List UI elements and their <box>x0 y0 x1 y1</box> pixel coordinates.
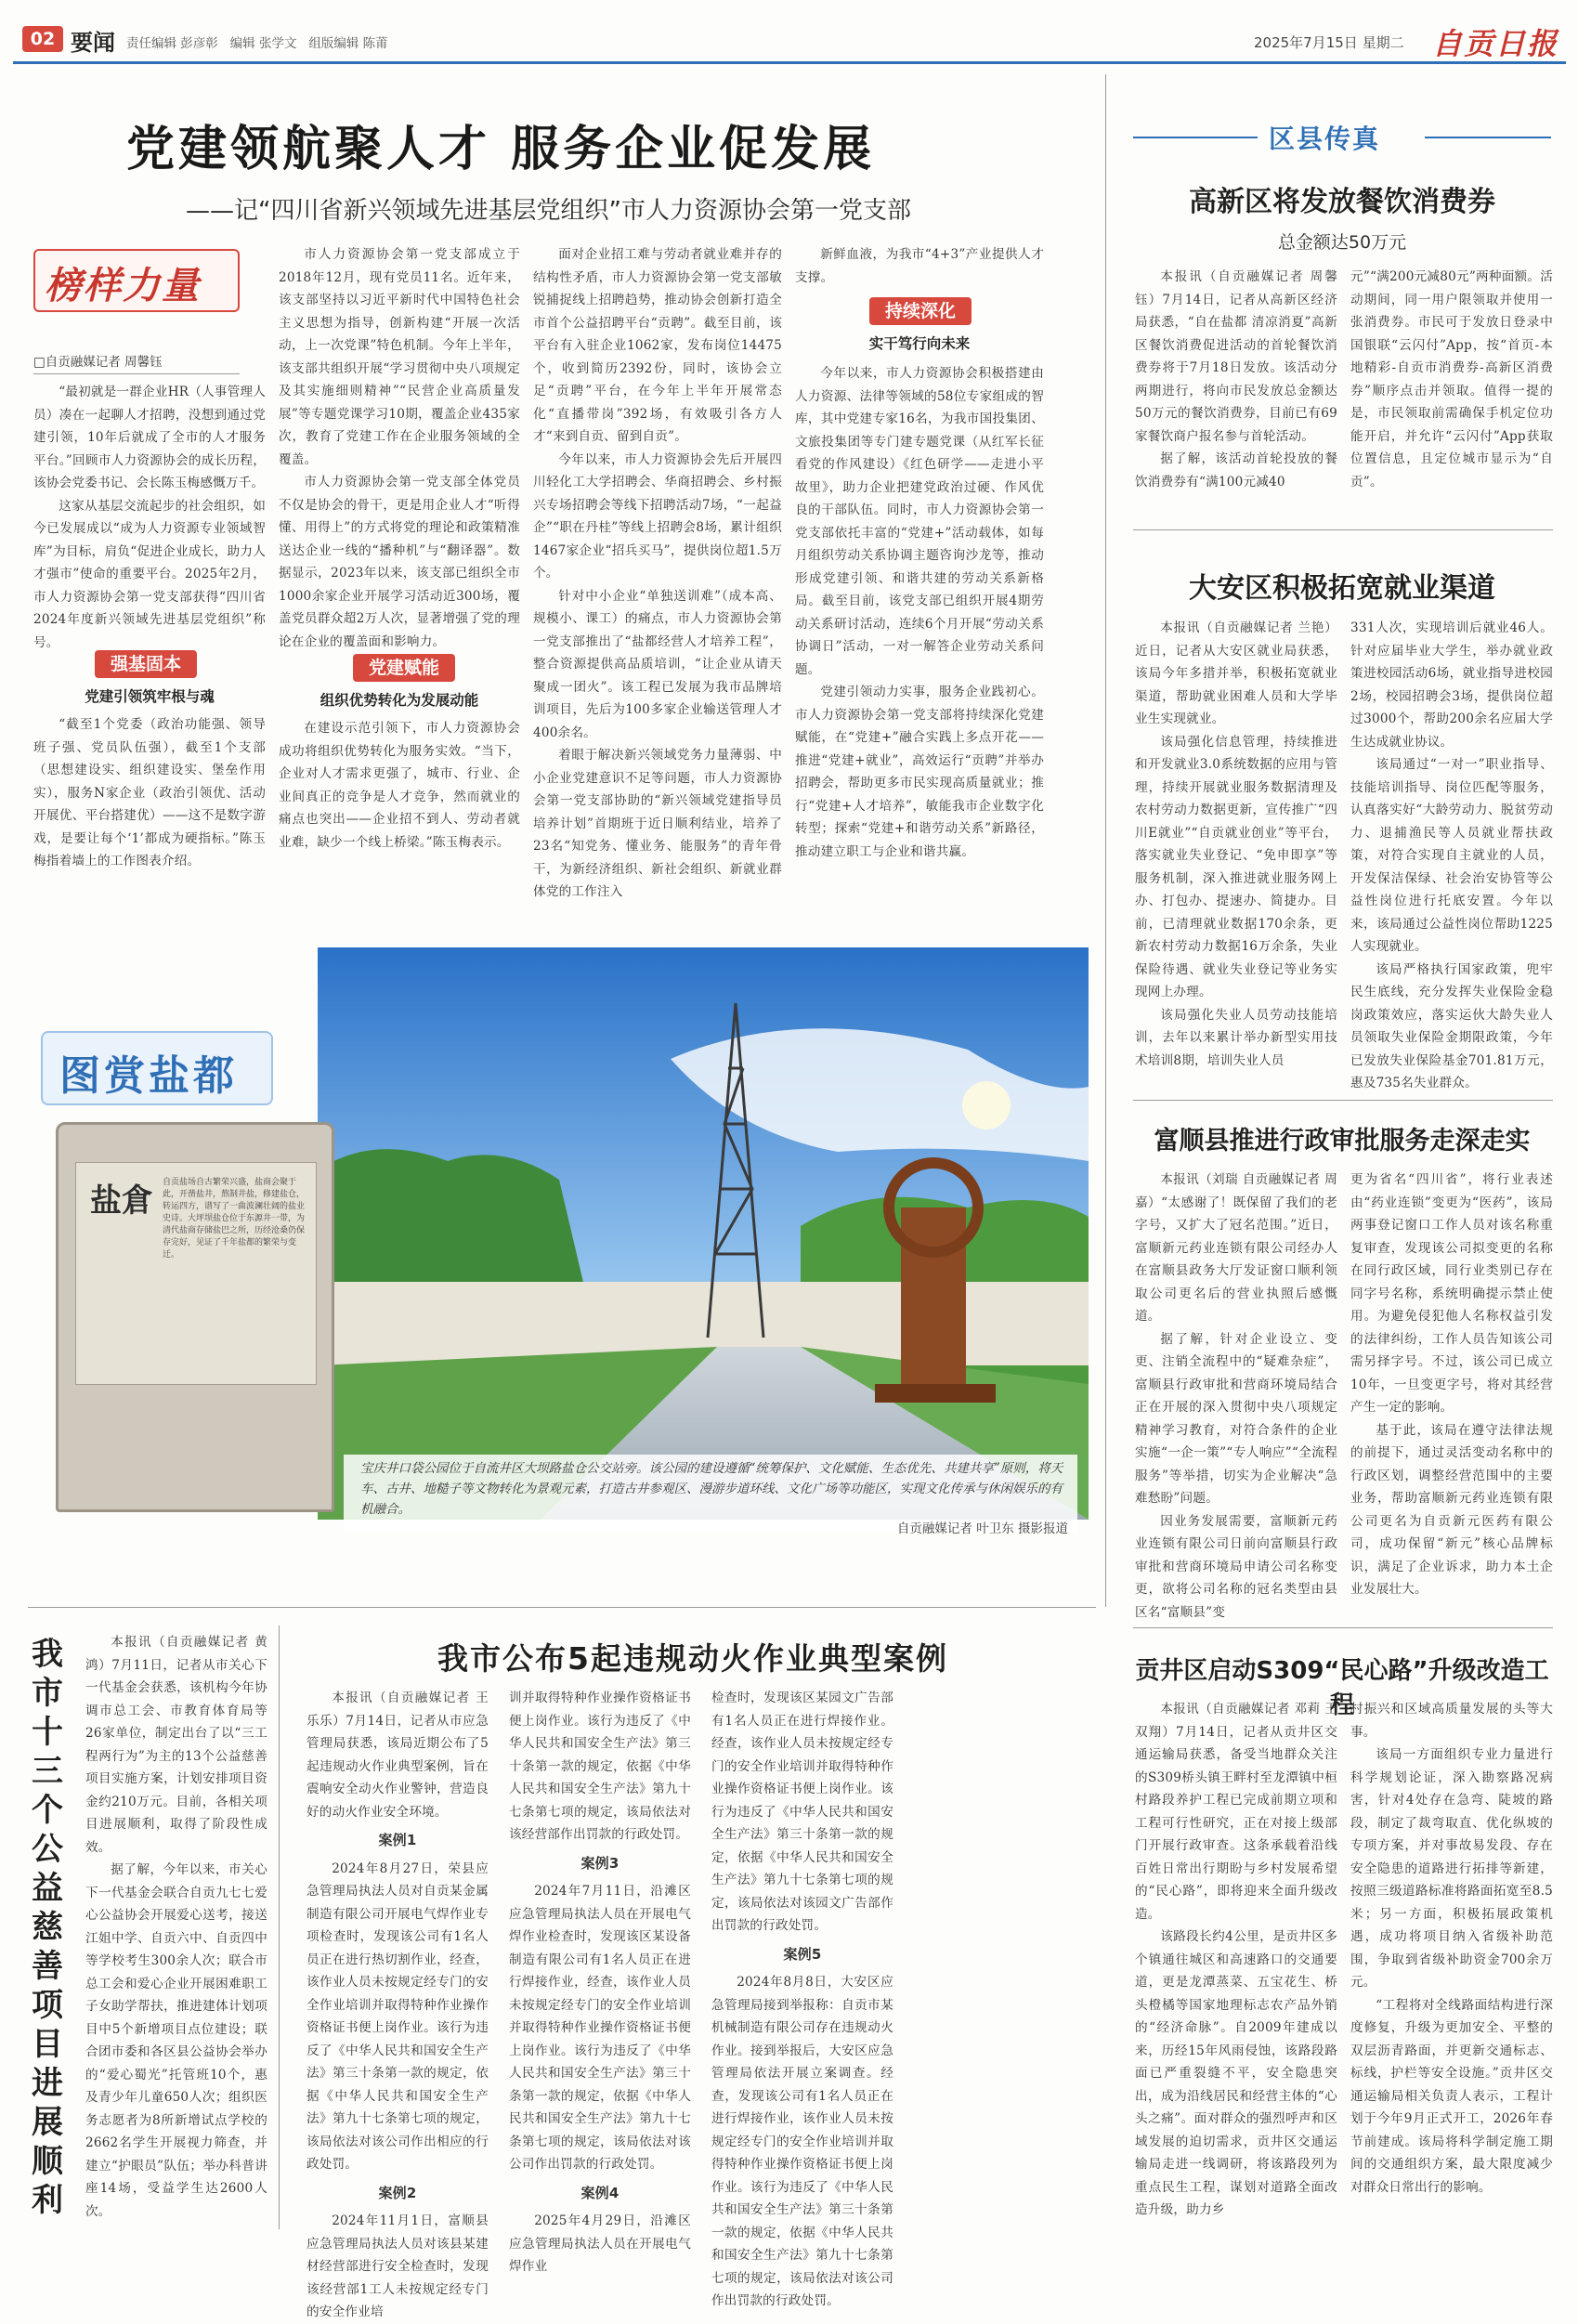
paragraph: 本报讯（自贡融媒记者 兰艳）近日，记者从大安区就业局获悉，该局今年多措并举，积极拓宽就业渠道，帮助就业困难人员和大学毕业生实现就业。 <box>1135 620 1337 726</box>
fushun-column-b <box>1350 1169 1553 1601</box>
paragraph: 在建设示范引领下，市人力资源协会成功将组织优势转化为服务实效。“当下，企业对人才需求更强了，城市、行业、企业间真正的竞争是人才竞争，然而就业的痛点也突出——企业招不到人、劳动者就业难，缺少一个线上桥梁。”陈玉梅表示。 <box>279 721 520 850</box>
paragraph: 更为省名“四川省”，将行业表述由“药业连锁”变更为“医药”，该局两事登记窗口工作人员对该名称重复审查，发现该公司拟变更的名称在同行政区域，同行业类别已存在同字号名称，系统明确提示禁止使用。为避免侵犯他人名称权益引发的法律纠纷，工作人员告知该公司需另择字号。不过，该公司已成立10年，一旦变更字号，将对其经营产生一定的影响。 <box>1350 1172 1553 1415</box>
article-divider <box>1133 1627 1553 1628</box>
case-heading: 案例5 <box>783 1945 822 1963</box>
lead-subtitle: ——记“四川省新兴领域先进基层党组织”市人力资源协会第一党支部 <box>186 197 911 225</box>
fushun-title: 富顺县推进行政审批服务走深走实 <box>1154 1127 1531 1155</box>
fire-column-c <box>711 1687 893 2313</box>
paragraph: 2024年8月8日，大安区应急管理局接到举报称：自贡市某机械制造有限公司存在违规动火作业。接到举报后，大安区应急管理局依法开展立案调查。经查，发现该公司有1名人员正在进行焊接作业，该作业人员未按规定经专门的安全作业培训并取得特种作业操作资格证书便上岗作业。该行为违反了《中华人民共和国安全生产法》第三十条第一款的规定，依据《中华人民共和国安全生产法》第九十七条第七项的规定，该局依法对该公司作出罚款的行政处罚。 <box>711 1975 893 2308</box>
daan-column-b <box>1350 617 1553 1095</box>
column-divider <box>279 1625 280 2229</box>
paragraph: 训并取得特种作业操作资格证书便上岗作业。该行为违反了《中华人民共和国安全生产法》第三十条第一款的规定，依据《中华人民共和国安全生产法》第九十七条第七项的规定，该局依法对该经营部作出罚款的行政处罚。 <box>509 1691 691 1842</box>
paragraph: “截至1个党委（政治功能强、领导班子强、党员队伍强），截至1个支部（思想建设实、组织建设实、堡垒作用实），服务N家企业（政治引领优、活动开展优、平台搭建优）——这不是数字游戏，是要让每个‘1’都成为硬指标。”陈玉梅指着墙上的工作图表介绍。 <box>33 717 266 868</box>
paragraph: 着眼于解决新兴领域党务力量薄弱、中小企业党建意识不足等问题，市人力资源协会第一党支部协助的“新兴领域党建指导员培养计划”首期班于近日顺利结业，培养了23名“知党务、懂业务、能服务”的青年骨干，为新经济组织、新社会组织、新就业群体党的工作注入 <box>533 748 782 899</box>
masthead-logo: 自贡日报 <box>1432 26 1559 61</box>
paragraph: 今年以来，市人力资源协会积极搭建由人力资源、法律等领域的58位专家组成的智库，其中党建专家16名，为我市国投集团、文旅投集团等专门建专题党课（从红军长征看党的作风建设）《红色研学——走进小平故里》，助力企业把建党政治过硬、作风优良的干部队伍。同时，市人力资源协会第一党支部依托丰富的“党建+”活动载体，如每月组织劳动关系协调主题咨询沙龙等，推动形成党建引领、和谐共建的劳动关系新格局。截至目前，该党支部已组织开展4期劳动关系研讨活动，连续6个月开展“劳动关系协调日”活动，一对一解答企业劳动关系问题。 <box>795 366 1044 677</box>
page-number: 02 <box>30 29 56 49</box>
fushun-column-a <box>1135 1169 1337 1624</box>
paragraph: 该局强化信息管理，持续推进和开发就业3.0系统数据的应用与管理，持续开展就业服务数据清理及农村劳动力数据更新，宣传推广“四川E就业”“自贡就业创业”等平台，落实就业失业登记、“免申即享”等服务机制，深入推进就业服务网上办、打包办、提速办、简捷办。目前，已清理就业数据170余条，更新农村劳动力数据16万余条，失业保险待遇、就业失业登记等业务实现网上办理。 <box>1135 734 1337 999</box>
photo-caption: 宝庆井口袋公园位于自流井区大坝路盐仓公交站旁。该公园的建设遵循“统筹保护、文化赋能、生态优先、共建共享”原则，将天车、古井、地糙子等文物转化为景观元素，打造古井参观区、漫游步道环线、文化广场等功能区，实现文化传承与休闲娱乐的有机融合。 <box>360 1461 1063 1517</box>
column-divider <box>1105 74 1106 1607</box>
paragraph: 2024年8月27日，荣县应急管理局执法人员对自贡某金属制造有限公司开展电气焊作业专项检查时，发现该公司有1名人员正在进行热切割作业，经查，该作业人员未按规定经专门的安全作业培训并取得特种作业操作资格证书便上岗作业。该行为违反了《中华人民共和国安全生产法》第三十条第一款的规定，依据《中华人民共和国安全生产法》第九十七条第七项的规定，该局依法对该公司作出相应的行政处罚。 <box>306 1861 489 2172</box>
section-banner-text: 区县传真 <box>1269 124 1381 154</box>
paragraph: “工程将对全线路面结构进行深度修复，升级为更加安全、平整的双层沥青路面，并更新交通标志、标线，护栏等安全设施。”贡井区交通运输局相关负责人表示，工程计划于今年9月正式开工，2026年春节前建成。该局将科学制定施工期间的交通组织方案，最大限度减少对群众日常出行的影响。 <box>1350 1997 1553 2195</box>
stele-title: 盐倉 <box>90 1182 153 1220</box>
paragraph: 该局通过“一对一”职业指导、技能培训指导、岗位匹配等服务，认真落实好“大龄劳动力、脱贫劳动力、退捕渔民等人员就业帮扶政策，对符合实现自主就业的人员，开发保洁保绿、社会治安协管等公益性岗位进行托底安置。今年以来，该局通过公益性岗位帮助1225人实现就业。 <box>1350 757 1553 954</box>
lead-column-3 <box>533 243 782 904</box>
paragraph: “最初就是一群企业HR（人事管理人员）凑在一起聊人才招聘，没想到通过党建引领，10年后就成了全市的人才服务平台。”回顾市人力资源协会的成长历程，该协会党委书记、会长陈玉梅感慨万千。 <box>33 385 266 490</box>
fire-column-b <box>509 1687 691 2278</box>
paragraph: 村振兴和区域高质量发展的头等大事。 <box>1350 1702 1553 1740</box>
paragraph: 针对中小企业“单独送训难”（成本高、规模小、课工）的痛点，市人力资源协会第一党支部推出了“盐都经营人才培养工程”，整合资源提供高品质培训，“让企业从请天聚成一团火”。该工程已发展为我市品牌培训项目，先后为100多家企业输送管理人才400余名。 <box>533 588 782 740</box>
case-heading: 案例3 <box>580 1854 619 1872</box>
paragraph: 据了解，该活动首轮投放的餐饮消费券有“满100元减40 <box>1135 451 1337 490</box>
fire-column-a <box>306 1687 489 2324</box>
paragraph: 元”“满200元减80元”两种面额。活动期间，同一用户限领取并使用一张消费券。市民可于发放日登录中国银联“云闪付”App，按“首页-本地精彩-自贡市消费券-高新区消费券”顺序点击并领取。值得一提的是，市民领取前需确保手机定位功能开启，并允许“云闪付”App获取位置信息，且定位城市显示为“自贡”。 <box>1350 269 1553 490</box>
charity-column <box>85 1631 267 2223</box>
section-divider <box>28 1607 1096 1608</box>
photo-section <box>28 947 1096 1536</box>
paragraph: 新鲜血液，为我市“4+3”产业提供人才支撑。 <box>795 247 1044 285</box>
charity-vertical-title: 我市十三个公益慈善项目进展顺利 <box>32 1636 63 2219</box>
case-heading: 案例2 <box>378 2184 417 2201</box>
stele-text: 自贡盐场自古繁荣兴盛，盐商会聚于此，开凿盐井，熬制井盐，修建盐仓，转运四方，谱写了一曲波澜壮阔的盐业史诗。大坪坝盐仓位于东源井一带，为清代盐商存储盐巴之所，历经沧桑仍保存完好，见证了千年盐都的繁荣与变迁。 <box>163 1178 306 1260</box>
paragraph: 本报讯（自贡融媒记者 周馨钰）7月14日，记者从高新区经济局获悉，“自在盐都 清凉消夏”高新区餐饮消费促进活动的首轮餐饮消费券将于7月18日发放。该活动分两期进行，将向市民发放总金额达50万元的餐饮消费券，目前已有69家餐饮商户报名参与首轮活动。 <box>1135 269 1337 444</box>
subhead-1: 党建引领筑牢根与魂 <box>85 688 215 705</box>
gaoxin-column-a <box>1135 266 1337 493</box>
subhead-tag-1: 强基固本 <box>95 650 197 678</box>
sun-glare <box>962 1081 1011 1129</box>
paragraph: 该局强化失业人员劳动技能培训，去年以来累计举办新型实用技术培训8期，培训失业人员 <box>1135 1007 1337 1068</box>
lead-column-2b <box>279 717 520 854</box>
gongjing-column-b <box>1350 1698 1553 2199</box>
byline-rule <box>33 373 240 374</box>
page-header <box>13 24 1566 61</box>
subhead-tag-3: 持续深化 <box>869 297 972 325</box>
gaoxin-column-b <box>1350 266 1553 493</box>
paragraph: 331人次，实现培训后就业46人。针对应届毕业大学生，举办就业政策进校园活动6场，就业指导进校园2场，校园招聘会3场，提供岗位超过3000个，帮助200余名应届大学生达成就业协议。 <box>1350 620 1553 750</box>
paragraph: 因业务发展需要，富顺新元药业连锁有限公司日前向富顺县行政审批和营商环境局申请公司名称变更，欲将公司名称的冠名类型由县区名“富顺县”变 <box>1135 1513 1337 1620</box>
lead-column-4b <box>795 362 1044 863</box>
paragraph: 据了解，针对企业设立、变更、注销全流程中的“疑难杂症”，富顺县行政审批和营商环境局结合正在开展的深入贯彻中央八项规定精神学习教育，对符合条件的企业实施“一企一策”“专人响应”“全流程服务”等举措，切实为企业解决“急难愁盼”问题。 <box>1135 1331 1337 1506</box>
stele <box>56 1122 334 1512</box>
issue-date: 2025年7月15日 星期二 <box>1254 34 1404 51</box>
gongjing-title: 贡井区启动S309“民心路”升级改造工程 <box>1135 1657 1549 1719</box>
paragraph: 该局严格执行国家政策，兜牢民生底线，充分发挥失业保险金稳岗政策效应，落实运伙大龄失业人员领取失业保险金期限政策，今年已发放失业保险基金701.81万元，惠及735名失业群众。 <box>1350 961 1553 1090</box>
paragraph: 这家从基层交流起步的社会组织，如今已发展成以“成为人力资源专业领域智库”为目标，肩负“促进企业成长，助力人才强市”使命的重要平台。2025年2月，市人力资源协会第一党支部获得“四川省2024年度新兴领域先进基层党组织”称号。 <box>33 498 266 650</box>
lead-column-1b <box>33 713 266 873</box>
paragraph: 本报讯（自贡融媒记者 王乐乐）7月14日，记者从市应急管理局获悉，该局近期公布了5起违规动火作业典型案例，旨在震响安全动火作业警钟，营造良好的动火作业安全环境。 <box>306 1691 489 1820</box>
section-name: 要闻 <box>71 30 115 56</box>
subhead-tag-2: 党建赋能 <box>353 654 455 682</box>
lead-column-1a <box>33 381 266 654</box>
lead-column-2a <box>279 243 520 653</box>
article-divider <box>1133 529 1553 530</box>
byline: □自贡融媒记者 周馨钰 <box>33 355 163 370</box>
photo-banner-box <box>41 1031 273 1105</box>
paragraph: 本报讯（自贡融媒记者 黄鸿）7月11日，记者从市关心下一代基金会获悉，该机构今年协调市总工会、市教育体育局等26家单位，制定出台了以“三工程两行为”为主的13个公益慈善项目实施方案，计划安排项目资金约210万元。目前，各相关项目进展顺利，取得了阶段性成效。 <box>85 1635 267 1855</box>
fire-title: 我市公布5起违规动火作业典型案例 <box>437 1640 948 1677</box>
paragraph: 据了解，今年以来，市关心下一代基金会联合自贡九七七爱心公益协会开展爱心送考，接送江姐中学、自贡六中、自贡四中等学校考生300余人次；联合市总工会和爱心企业开展困难职工子女助学帮扶，推进建体计划项目中5个新增项目点位建设；联合团市委和各区县公益协会举办的“爱心蜀光”托管班10个，惠及青少年儿童650人次；组织医务志愿者为8所新增试点学校的2662名学生开展视力筛查，并建立“护眼员”队伍；举办科普讲座14场，受益学生达2600人次。 <box>85 1862 267 2219</box>
editor-credits: 责任编辑 彭彦彰 编辑 张学文 组版编辑 陈莆 <box>126 36 388 51</box>
case-heading: 案例4 <box>580 2184 619 2201</box>
paragraph: 市人力资源协会第一党支部成立于2018年12月，现有党员11名。近年来，该支部坚持以习近平新时代中国特色社会主义思想为指导，创新构建“开展一次活动，上一次党课”特色机制。今年上半年，该支部共组织开展“学习贯彻中央八项规定及其实施细则精神”“民营企业高质量发展”等专题党课学习10期，覆盖企业435家次，教育了党建工作在企业服务领域的全覆盖。 <box>279 247 520 467</box>
daan-column-a <box>1135 617 1337 1072</box>
gongjing-column-a <box>1135 1698 1337 2222</box>
gaoxin-title: 高新区将发放餐饮消费券 <box>1189 186 1495 218</box>
lead-column-4a <box>795 243 1044 289</box>
photo-banner-text: 图赏盐都 <box>59 1052 238 1100</box>
park-photo <box>318 947 1089 1520</box>
column-logo-text: 榜样力量 <box>45 264 201 307</box>
paragraph: 2024年11月1日，富顺县应急管理局执法人员对该县某建材经营部进行安全检查时，发现该经营部1工人未按规定经专门的安全作业培 <box>306 2213 489 2319</box>
paragraph: 检查时，发现该区某园文广告部有1名人员正在进行焊接作业。经查，该作业人员未按规定经专门的安全作业培训并取得特种作业操作资格证书便上岗作业。该行为违反了《中华人民共和国安全生产法》第三十条第一款的规定，依据《中华人民共和国安全生产法》第九十七条第七项的规定，该局依法对该园文广告部作出罚款的行政处罚。 <box>711 1691 893 1933</box>
article-divider <box>1133 1100 1553 1101</box>
subhead-2: 组织优势转化为发展动能 <box>320 692 479 709</box>
paragraph: 市人力资源协会第一党支部全体党员不仅是协会的骨干，更是用企业人才“听得懂、用得上”的方式将党的理论和政策精准送达企业一线的“播种机”与“翻译器”。数据显示，2023年以来，该支部已组织全市1000余家企业开展学习活动近300场，覆盖党员群众超2万人次，显著增强了党的理论在企业的覆盖面和影响力。 <box>279 475 520 649</box>
paragraph: 党建引领动力实事，服务企业践初心。市人力资源协会第一党支部将持续深化党建赋能，在“党建+”融合实践上多点开花——推进“党建+就业”，高效运行“贡聘”并举办招聘会，帮助更多市民实现高质量就业；推行“党建+人才培养”，敏能我市企业数字化转型；探索“党建+和谐劳动关系”新路径，推动建立职工与企业和谐共赢。 <box>795 685 1044 859</box>
paragraph: 本报讯（自贡融媒记者 邓莉 王双翔）7月14日，记者从贡井区交通运输局获悉，备受当地群众关注的S309桥头镇王畔村至龙潭镇中桓村路段养护工程已完成前期立项和工程可行性研究，正在对接上级部门开展行政审查。这条承载着沿线百姓日常出行期盼与乡村发展希望的“民心路”，即将迎来全面升级改造。 <box>1135 1702 1337 1922</box>
paragraph: 2025年4月29日，沿滩区应急管理局执法人员在开展电气焊作业 <box>509 2213 691 2274</box>
paragraph: 面对企业招工难与劳动者就业难并存的结构性矛盾，市人力资源协会第一党支部敏锐捕捉线上招聘趋势，推动协会创新打造全市首个公益招聘平台“贡聘”。截至目前，该平台有入驻企业1062家，发布岗位14475个，收到简历2392份，同时，该协会立足“贡聘”平台，在今年上半年开展常态化“直播带岗”392场，有效吸引各方人才“来到自贡、留到自贡”。 <box>533 247 782 444</box>
gaoxin-subtitle: 总金额达50万元 <box>1277 232 1407 253</box>
lead-title: 党建领航聚人才 服务企业促发展 <box>126 122 876 177</box>
paragraph: 本报讯（刘瑞 自贡融媒记者 周嘉）“太感谢了！既保留了我们的老字号，又扩大了冠名范围。”近日，富顺新元药业连锁有限公司经办人在富顺县政务大厅发证窗口顺利领取公司更名后的营业执照后感慨道。 <box>1135 1172 1337 1324</box>
column-logo <box>33 249 240 312</box>
paragraph: 今年以来，市人力资源协会先后开展四川轻化工大学招聘会、华商招聘会、乡村振兴专场招聘会等线下招聘活动7场，“一起益企”“职在丹桂”等线上招聘会8场，累计组织1467家企业“招兵买马”，提供岗位超1.5万个。 <box>533 451 782 581</box>
photo-credit: 自贡融媒记者 叶卫东 摄影报道 <box>896 1521 1068 1536</box>
daan-title: 大安区积极拓宽就业渠道 <box>1189 572 1495 605</box>
paragraph: 基于此，该局在遵守法律法规的前提下，通过灵活变动名称中的行政区划，调整经营范围中的主要业务，帮助富顺新元药业连锁有限公司更名为自贡新元医药有限公司，成功保留“新元”核心品牌标识，满足了企业诉求，助力本土企业发展壮大。 <box>1350 1422 1553 1597</box>
paragraph: 该路段长约4公里，是贡井区多个镇通往城区和高速路口的交通要道，更是龙潭蒸菜、五宝花生、桥头橙橘等国家地理标志农产品外销的“经济命脉”。自2009年建成以来，历经15年风雨侵蚀，该路段路面已严重裂缝不平，安全隐患突出，成为沿线居民和经营主体的“心头之痛”。面对群众的强烈呼声和区域发展的迫切需求，贡井区交通运输局走进一线调研，将该路段列为重点民生工程，谋划对道路全面改造升级，助力乡 <box>1135 1929 1337 2217</box>
header-rule <box>13 61 1566 64</box>
case-heading: 案例1 <box>378 1832 417 1848</box>
paragraph: 该局一方面组织专业力量进行科学规划论证，深入勘察路况病害，针对4处存在急弯、陡坡的路段，制定了裁弯取直、优化纵坡的专项方案，并对事故易发段、存在安全隐患的道路进行拓排等新建，按照三级道路标准将路面拓宽至8.5米；另一方面，积极拓展政策机遇，成功将项目纳入省级补助范围，争取到省级补助资金700余万元。 <box>1350 1747 1553 1990</box>
section-banner-county <box>1133 123 1551 154</box>
subhead-3: 实干笃行向未来 <box>868 335 971 352</box>
paragraph: 2024年7月11日，沿滩区应急管理局执法人员在开展电气焊作业检查时，发现该区某设备制造有限公司有1名人员正在进行焊接作业，经查，该作业人员未按规定经专门的安全作业培训并取得特种作业操作资格证书便上岗作业。该行为违反了《中华人民共和国安全生产法》第三十条第一款的规定，依据《中华人民共和国安全生产法》第九十七条第七项的规定，该局依法对该公司作出罚款的行政处罚。 <box>509 1884 691 2172</box>
